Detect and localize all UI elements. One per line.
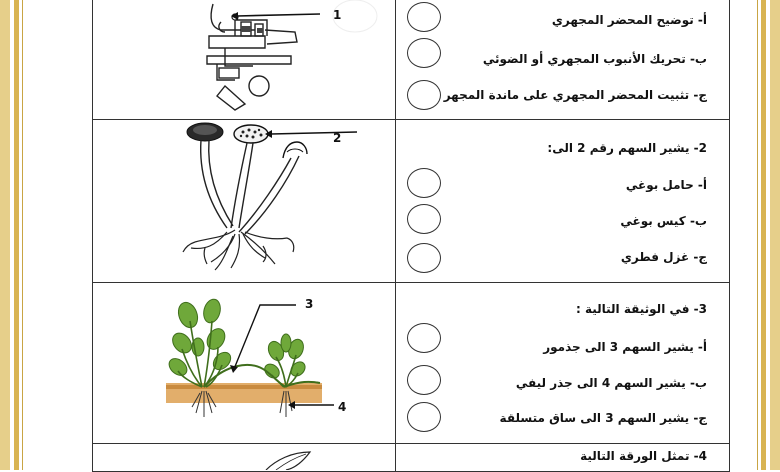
answer-circle-1c[interactable]: [407, 80, 441, 110]
figure-label-1: 1: [333, 8, 342, 22]
border-line-left: [22, 0, 23, 470]
fungus-sporangium-image: [175, 120, 395, 282]
table-column-divider: [395, 0, 396, 472]
plant-runner-image: [164, 287, 347, 433]
answer-circle-1a[interactable]: [407, 2, 441, 32]
answer-circle-2b[interactable]: [407, 204, 441, 234]
leaf-image: [262, 450, 322, 470]
figure-label-3: 3: [305, 297, 314, 311]
answer-circle-3a[interactable]: [407, 323, 441, 353]
option-1a: أ- توضيح المحضر المجهري: [551, 13, 707, 27]
option-3c: ج- يشير السهم 3 الى ساق متسلقة: [499, 411, 707, 425]
row-divider-2: [92, 282, 730, 283]
option-2c: ج- غزل فطري: [620, 250, 707, 264]
option-3a: أ- يشير السهم 3 الى جذمور: [543, 340, 707, 354]
question-3-title: 3- في الوثيقة التالية :: [575, 302, 707, 316]
answer-circle-1b[interactable]: [407, 38, 441, 68]
microscope-image: [195, 0, 395, 118]
answer-circle-3c[interactable]: [407, 402, 441, 432]
row-divider-3: [92, 443, 730, 444]
gold-border-left: [14, 0, 19, 470]
question-4-title: 4- تمثل الورقة التالية: [580, 449, 707, 463]
option-2a: أ- حامل بوغي: [625, 178, 707, 192]
option-1b: ب- تحريك الأنبوب المجهري أو الضوئي: [482, 52, 707, 66]
option-2b: ب- كيس بوغي: [620, 214, 707, 228]
border-line-right: [757, 0, 758, 470]
answer-circle-3b[interactable]: [407, 365, 441, 395]
figure-label-2: 2: [333, 131, 342, 145]
option-3b: ب- يشير السهم 4 الى جذر ليفي: [515, 376, 707, 390]
answer-circle-2a[interactable]: [407, 168, 441, 198]
question-2-title: 2- يشير السهم رقم 2 الى:: [547, 141, 707, 155]
option-1c: ج- تثبيت المحضر المجهري على ماندة المجهر: [443, 88, 707, 102]
gold-border-right: [761, 0, 766, 470]
answer-circle-2c[interactable]: [407, 243, 441, 273]
figure-label-4: 4: [338, 400, 347, 414]
